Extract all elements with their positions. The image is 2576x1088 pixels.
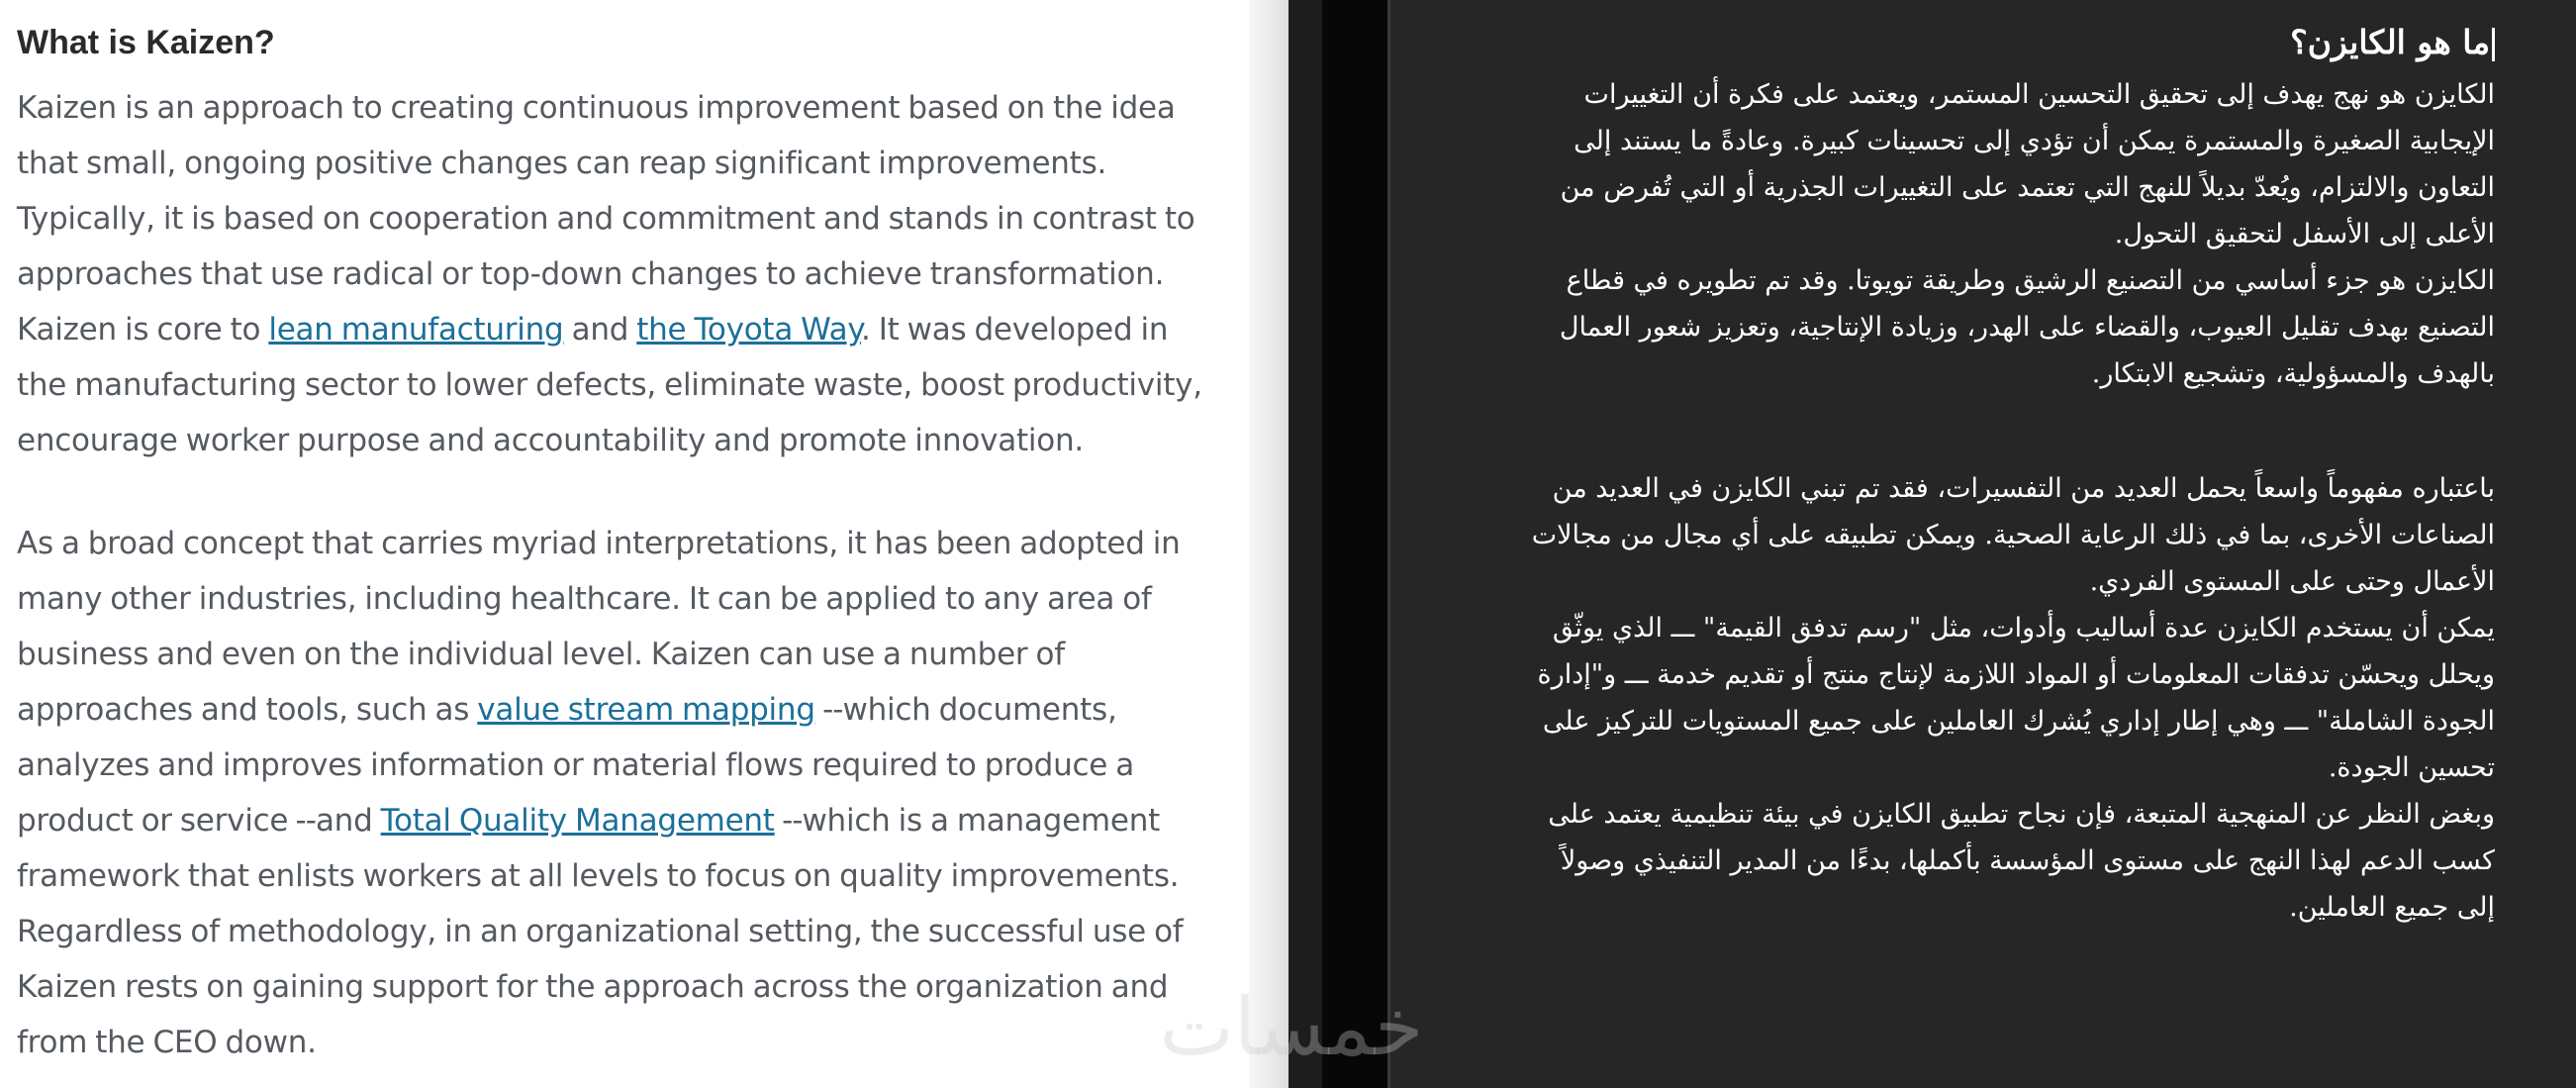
link-value-stream-mapping[interactable]: value stream mapping [477,692,815,728]
paragraph-2-text-d: which is a management framework that enlists workers at all levels to focus on quality improvements. Regardless of methodology, in an organizational setting, the successful use of Kaizen rests on gaining support for the approach across the organization and from the CEO down. [17,803,1184,1060]
paragraph-1-text-a: Kaizen is an approach to creating continuous improvement based on the idea that small, ongoing positive changes can reap significant improvements. Typically, it is based on cooperation and commitment and stands in contrast to approaches that use radical or top-down changes to achieve transformation. Kaizen is core to [17,90,1195,347]
arabic-paragraph-2: الكايزن هو جزء أساسي من التصنيع الرشيق وطريقة تويوتا. وقد تم تطويره في قطاع التصنيع بهدف تقليل العيوب، والقضاء على الهدر، وزيادة الإنتاجية، وتعزيز شعور العمال بالهدف والمسؤولية، وتشجيع الابتكار. [1559,265,2495,389]
dash-2: -- [288,803,316,839]
dash-3: -- [774,803,803,839]
editor-frame-edge [1288,0,1322,1088]
paragraph-2-text-b: which documents, analyzes and improves information or material flows required to produce a product or service [17,692,1134,839]
article-body [17,80,1219,1070]
arabic-text-editor[interactable] [1529,14,2495,931]
link-toyota-way[interactable]: the Toyota Way [636,312,862,347]
text-cursor [2492,28,2495,61]
article-title: What is Kaizen? [17,24,275,61]
paragraph-2-text-a: As a broad concept that carries myriad interpretations, it has been adopted in many other industries, including healthcare. It can be applied to any area of business and even on the individual level. Kaizen can use a number of approaches and tools, such as [17,526,1181,728]
paragraph-2-text-c: and [315,803,381,839]
arabic-title-text: ما هو الكايزن؟ [2290,23,2490,61]
paragraph-2 [17,516,1219,1070]
pane-divider [1249,0,1288,1088]
arabic-paragraph-5: وبغض النظر عن المنهجية المتبعة، فإن نجاح تطبيق الكايزن في بيئة تنظيمية يعتمد على كسب الدعم لهذا النهج على مستوى المؤسسة بأكملها، بدءًا من المدير التنفيذي وصولاً إلى جميع العاملين. [1548,799,2495,923]
editor-gutter-border [1387,0,1390,1088]
arabic-paragraph-4: يمكن أن يستخدم الكايزن عدة أساليب وأدوات، مثل "رسم تدفق القيمة" ـــ الذي يوثّق ويحلل ويحسّن تدفقات المعلومات أو المواد اللازمة لإنتاج منتج أو تقديم خدمة ـــ و"إدارة الجودة الشاملة" ـــ وهي إطار إداري يُشرك العاملين على جميع المستويات للتركيز على تحسين الجودة. [1537,613,2495,783]
arabic-title [1529,14,2495,71]
arabic-paragraph-1: الكايزن هو نهج يهدف إلى تحقيق التحسين المستمر، ويعتمد على فكرة أن التغييرات الإيجابية الصغيرة والمستمرة يمكن أن تؤدي إلى تحسينات كبيرة. وعادةً ما يستند إلى التعاون والالتزام، ويُعدّ بديلاً للنهج التي تعتمد على التغييرات الجذرية أو التي تُفرض من الأعلى إلى الأسفل لتحقيق التحول. [1560,79,2495,249]
paragraph-1-text-c: . It was developed in the manufacturing sector to lower defects, eliminate waste, boost productivity, encourage worker purpose and accountability and promote innovation. [17,312,1202,458]
watermark-logo: خمسات [1159,981,1424,1073]
link-lean-manufacturing[interactable]: lean manufacturing [268,312,564,347]
english-article-pane [0,0,1249,1088]
editor-gutter [1322,0,1387,1088]
arabic-paragraph-3: باعتباره مفهوماً واسعاً يحمل العديد من التفسيرات، فقد تم تبني الكايزن في العديد من الصناعات الأخرى، بما في ذلك الرعاية الصحية. ويمكن تطبيقه على أي مجال من مجالات الأعمال وحتى على المستوى الفردي. [1531,473,2495,597]
link-total-quality-management[interactable]: Total Quality Management [380,803,775,839]
paragraph-1 [17,80,1219,468]
paragraph-1-text-b: and [563,312,637,347]
dash-1: -- [814,692,843,728]
arabic-blank-line [1529,397,2495,465]
